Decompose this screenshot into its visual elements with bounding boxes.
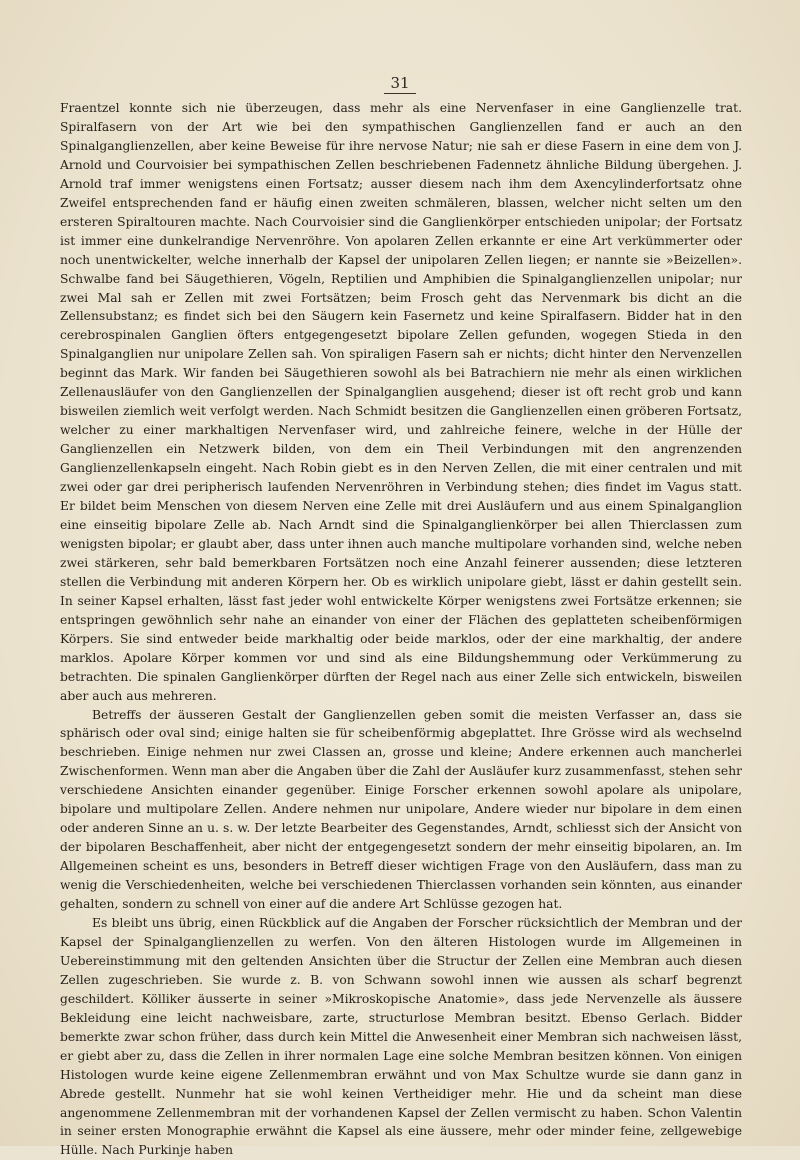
page-number bbox=[0, 74, 800, 94]
page-number-text: 31 bbox=[384, 74, 415, 94]
paragraph-3: Es bleibt uns übrig, einen Rückblick auf die Angaben der Forscher rücksichtlich der Membran und der Kapsel der Spinalganglienzellen zu werfen. Von den älteren Histologen wurde im Allgemeinen in Uebereinstimmung mit den geltenden Ansichten über die Structur der Zellen eine Membran auch diesen Zellen zugeschrieben. Sie wurde z. B. von Schwann sowohl innen wie aussen als scharf begrenzt geschildert. Kölliker äusserte in seiner »Mikroskopische Anatomie», dass jede Nervenzelle als äussere Bekleidung eine leicht nachweisbare, zarte, structurlose Membran besitzt. Ebenso Gerlach. Bidder bemerkte zwar schon früher, dass durch kein Mittel die Anwesenheit einer Membran sich nachweisen lässt, er giebt aber zu, dass die Zellen in ihrer normalen Lage eine solche Membran besitzen können. Von einigen Histologen wurde keine eigene Zellenmembran erwähnt und von Max Schultze wurde sie dann ganz in Abrede gestellt. Nunmehr hat sie wohl keinen Vertheidiger mehr. Hie und da scheint man diese angenommene Zellenmembran mit der vorhandenen Kapsel der Zellen vermischt zu haben. Schon Valentin in seiner ersten Monographie erwähnt die Kapsel als eine äussere, mehr oder minder feine, zellgewebige Hülle. Nach Purkinje haben bbox=[60, 915, 742, 1158]
paragraph-1: Fraentzel konnte sich nie überzeugen, dass mehr als eine Nervenfaser in eine Ganglienzelle trat. Spiralfasern von der Art wie bei den sympathischen Ganglienzellen fand er auch an den Spinalganglienzellen, aber keine Beweise für ihre nervose Natur; nie sah er diese Fasern in eine dem von J. Arnold und Courvoisier bei sympathischen Zellen beschriebenen Fadennetz ähnliche Bildung übergehen. J. Arnold traf immer wenigstens einen Fortsatz; ausser diesem nach ihm dem Axencylinderfortsatz ohne Zweifel entsprechenden fand er häufig einen zweiten schmäleren, blassen, welcher nicht selten um den ersteren Spiraltouren machte. Nach Courvoisier sind die Ganglienkörper entschieden unipolar; der Fortsatz ist immer eine dunkelrandige Nervenröhre. Von apolaren Zellen erkannte er eine Art verkümmerter oder noch unentwickelter, welche innerhalb der Kapsel der unipolaren Zellen liegen; er nannte sie »Beizellen». Schwalbe fand bei Säugethieren, Vögeln, Reptilien und Amphibien die Spinalganglienzellen unipolar; nur zwei Mal sah er Zellen mit zwei Fortsätzen; beim Frosch geht das Nervenmark bis dicht an die Zellensubstanz; es findet sich bei den Säugern kein Fasernetz und keine Spiralfasern. Bidder hat in den cerebrospinalen Ganglien öfters entgegengesetzt bipolare Zellen gefunden, wogegen Stieda in den Spinalganglien nur unipolare Zellen sah. Von spiraligen Fasern sah er nichts; dicht hinter den Nervenzellen beginnt das Mark. Wir fanden bei Säugethieren sowohl als bei Batrachiern nie mehr als einen wirklichen Zellenausläufer von den Ganglienzellen der Spinalganglien ausgehend; dieser ist oft recht grob und kann bisweilen ziemlich weit verfolgt werden. Nach Schmidt besitzen die Ganglienzellen einen gröberen Fortsatz, welcher zu einer markhaltigen Nervenfaser wird, und zahlreiche feinere, welche in der Hülle der Ganglienzellen ein Netzwerk bilden, von dem ein Theil Verbindungen mit den angrenzenden Ganglienzellenkapseln eingeht. Nach Robin giebt es in den Nerven Zellen, die mit einer centralen und mit zwei oder gar drei peripherisch laufenden Nervenröhren in Verbindung stehen; dies findet im Vagus statt. Er bildet beim Menschen von diesem Nerven eine Zelle mit drei Ausläufern und aus einem Spinalganglion eine einseitig bipolare Zelle ab. Nach Arndt sind die Spinalganglienkörper bei allen Thierclassen zum wenigsten bipolar; er glaubt aber, dass unter ihnen auch manche multipolare vorhanden sind, welche neben zwei stärkeren, sehr bald bemerkbaren Fortsätzen noch eine Anzahl feinerer aussenden; diese letzteren stellen die Verbindung mit anderen Körpern her. Ob es wirklich unipolare giebt, lässt er dahin gestellt sein. In seiner Kapsel erhalten, lässt fast jeder wohl entwickelte Körper wenigstens zwei Fortsätze erkennen; sie entspringen gewöhnlich sehr nahe an einander von einer der Flächen des geplatteten scheibenförmigen Körpers. Sie sind entweder beide markhaltig oder beide marklos, oder der eine markhaltig, der andere marklos. Apolare Körper kommen vor und sind als eine Bildungshemmung oder Verkümmerung zu betrachten. Die spinalen Ganglienkörper dürften der Regel nach aus einer Zelle sich entwickeln, bisweilen aber auch aus mehreren. bbox=[60, 101, 742, 703]
paragraph-2: Betreffs der äusseren Gestalt der Ganglienzellen geben somit die meisten Verfasser an, dass sie sphärisch oder oval sind; einige halten sie für scheibenförmig abgeplattet. Ihre Grösse wird als wechselnd beschrieben. Einige nehmen nur zwei Classen an, grosse und kleine; Andere erkennen auch mancherlei Zwischenformen. Wenn man aber die Angaben über die Zahl der Ausläufer kurz zusammenfasst, stehen sehr verschiedene Ansichten einander gegenüber. Einige Forscher erkennen sowohl apolare als unipolare, bipolare und multipolare Zellen. Andere nehmen nur unipolare, Andere wieder nur bipolare in dem einen oder anderen Sinne an u. s. w. Der letzte Bearbeiter des Gegenstandes, Arndt, schliesst sich der Ansicht von der bipolaren Beschaffenheit, aber nicht der entgegengesetzt sondern der mehr einseitig bipolaren, an. Im Allgemeinen scheint es uns, besonders in Betreff dieser wichtigen Frage von den Ausläufern, dass man zu wenig die Verschiedenheiten, welche bei verschiedenen Thierclassen vorhanden sein könnten, aus einander gehalten, sondern zu schnell von einer auf die andere Art Schlüsse gezogen hat. bbox=[60, 707, 742, 912]
body-text bbox=[60, 99, 742, 1160]
